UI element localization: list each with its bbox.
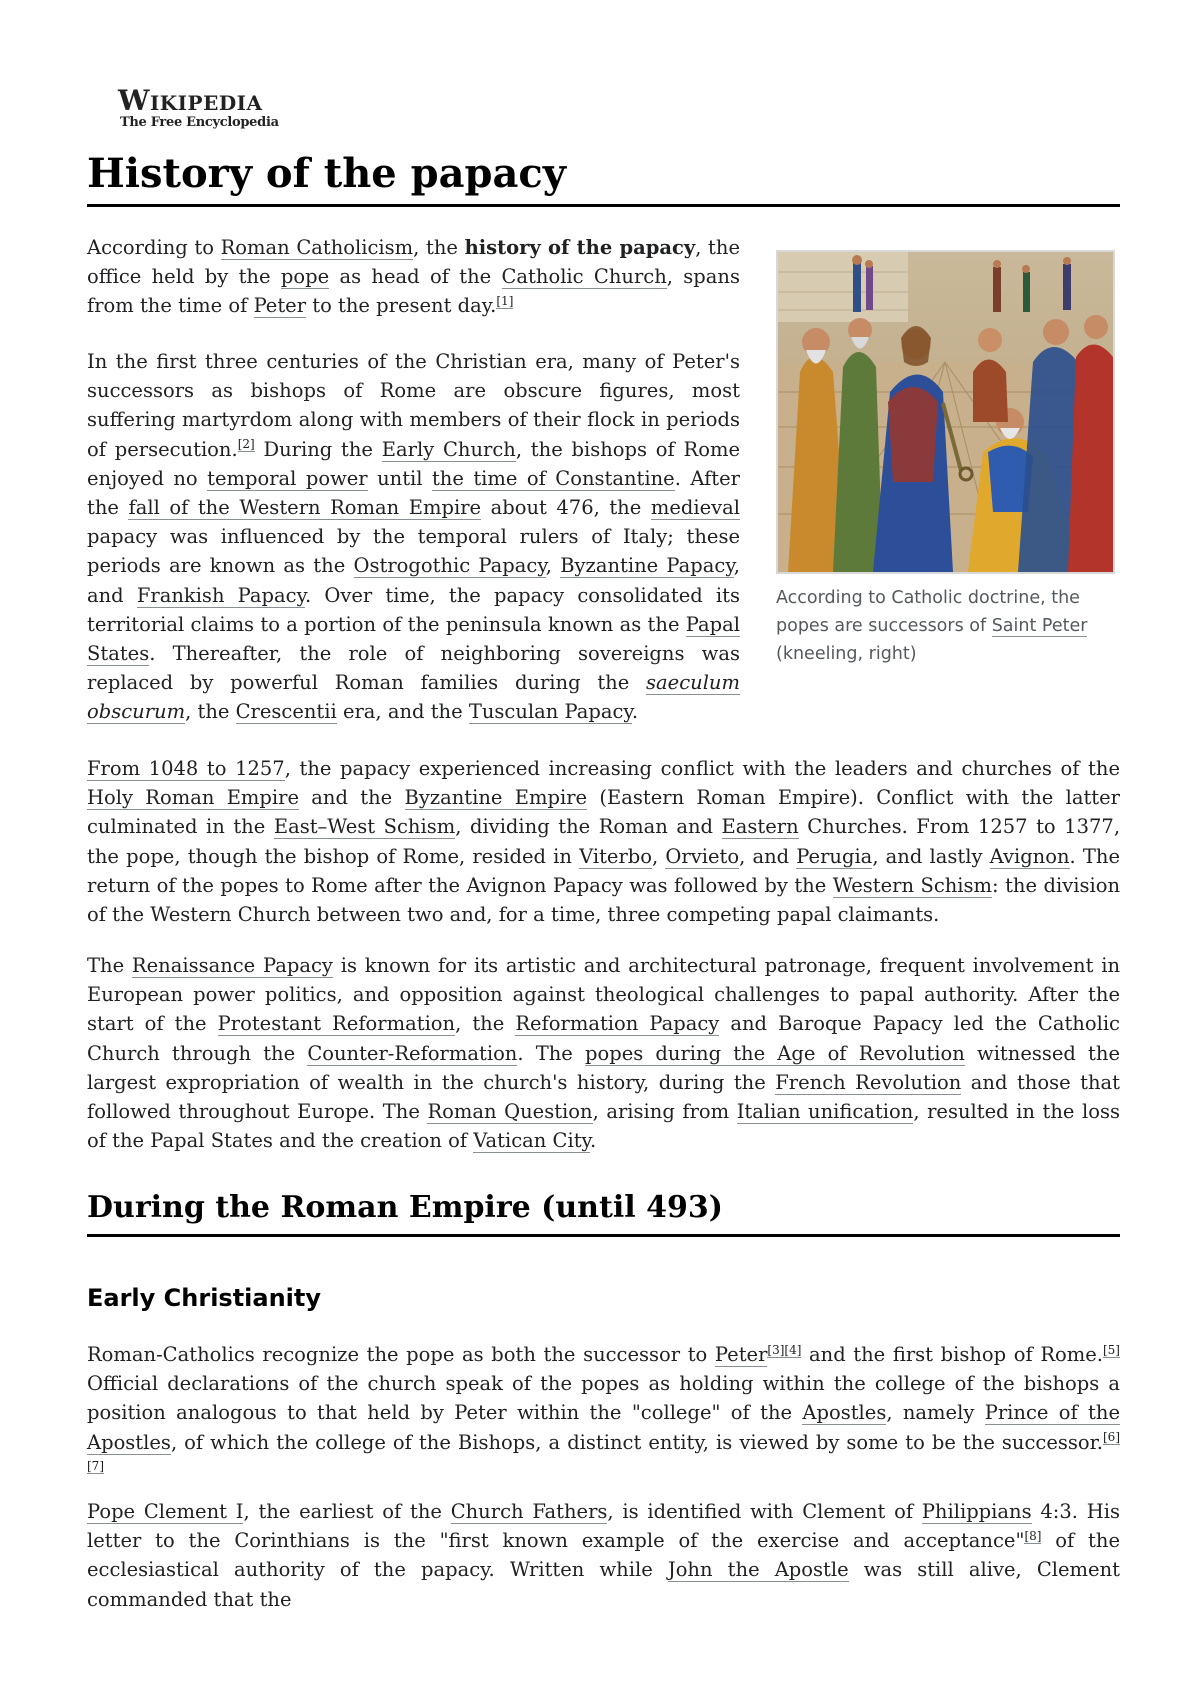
citation-7[interactable]: [7] bbox=[87, 1459, 104, 1474]
page-title: History of the papacy bbox=[87, 150, 567, 197]
pope-link[interactable]: pope bbox=[280, 265, 330, 289]
logo-tagline: The Free Encyclopedia bbox=[120, 115, 279, 130]
thumbnail-figure bbox=[776, 250, 1115, 668]
apostles-link[interactable]: Apostles bbox=[802, 1401, 887, 1425]
intro-paragraph-3: From 1048 to 1257, the papacy experienced increasing conflict with the leaders and churches of the Holy Roman Empire and the Byzantine Empire (Eastern Roman Empire). Conflict with the latter culminated in the East–West Schism, dividing the Roman and Eastern Churches. From 1257 to 1377, the pope, though the bishop of Rome, resided in Viterbo, Orvieto, and Perugia, and lastly Avignon. The return of the popes to Rome after the Avignon Papacy was followed by the Western Schism: the division of the Western Church between two and, for a time, three competing papal claimants. bbox=[87, 757, 1121, 927]
temporal-power-link[interactable]: temporal power bbox=[207, 466, 368, 490]
citation-8[interactable]: [8] bbox=[1024, 1528, 1042, 1543]
italian-unification-link[interactable]: Italian unification bbox=[736, 1100, 914, 1124]
bold-term: history of the papacy bbox=[464, 236, 696, 259]
intro-paragraph-2: In the first three centuries of the Christian era, many of Peter's successors as bishops of Rome are obscure figures, most suffering martyrdom along with members of their flock in periods of persecution.[2] During the Early Church, the bishops of Rome enjoyed no temporal power until the time of Constantine. After the fall of the Western Roman Empire about 476, the medieval papacy was influenced by the temporal rulers of Italy; these periods are known as the Ostrogothic Papacy, Byzantine Papacy, and Frankish Papacy. Over time, the papacy consolidated its territorial claims to a portion of the peninsula known as the Papal States. Thereafter, the role of neighboring sovereigns was replaced by powerful Roman families during the saeculum obscurum, the Crescentii era, and the Tusculan Papacy. bbox=[87, 350, 741, 724]
renaissance-papacy-link[interactable]: Renaissance Papacy bbox=[131, 954, 333, 977]
section-heading-roman-empire: During the Roman Empire (until 493) bbox=[87, 1190, 723, 1225]
pope-clement-i-link[interactable]: Pope Clement I bbox=[87, 1500, 244, 1523]
east-west-schism-link[interactable]: East–West Schism bbox=[273, 815, 456, 839]
french-revolution-link[interactable]: French Revolution bbox=[775, 1070, 962, 1094]
early-christianity-paragraph-2: Pope Clement I, the earliest of the Church Fathers, is identified with Clement of Philippians 4:3. His letter to the Corinthians is the "first known example of the exercise and acceptance"[8] of the ecclesiastical authority of the papacy. Written while John the Apostle was still alive, Clement commanded that the bbox=[87, 1500, 1120, 1611]
subsection-heading-early-christianity: Early Christianity bbox=[87, 1284, 322, 1312]
medieval-link[interactable]: medieval bbox=[650, 496, 740, 520]
perugia-link[interactable]: Perugia bbox=[796, 844, 873, 868]
intro-paragraph-1: According to Roman Catholicism, the history of the papacy, the office held by the pope as head of the Catholic Church, spans from the time of Peter to the present day.[1] bbox=[87, 236, 740, 318]
age-of-revolution-link[interactable]: popes during the Age of Revolution bbox=[585, 1041, 965, 1065]
citation-3[interactable]: [3] bbox=[767, 1342, 785, 1357]
frankish-papacy-link[interactable]: Frankish Papacy bbox=[136, 583, 305, 607]
byzantine-empire-link[interactable]: Byzantine Empire bbox=[404, 786, 588, 810]
orvieto-link[interactable]: Orvieto bbox=[665, 844, 740, 868]
john-the-apostle-link[interactable]: John the Apostle bbox=[667, 1558, 849, 1582]
counter-reformation-link[interactable]: Counter-Reformation bbox=[307, 1041, 518, 1065]
western-schism-link[interactable]: Western Schism bbox=[832, 873, 993, 897]
caption-text: According to Catholic doctrine, the popes are successors of bbox=[776, 588, 1080, 636]
avignon-link[interactable]: Avignon bbox=[989, 844, 1070, 868]
roman-question-link[interactable]: Roman Question bbox=[427, 1100, 593, 1124]
citation-4[interactable]: [4] bbox=[784, 1342, 802, 1357]
vatican-city-link[interactable]: Vatican City bbox=[473, 1129, 590, 1153]
ostrogothic-papacy-link[interactable]: Ostrogothic Papacy bbox=[353, 554, 546, 578]
viterbo-link[interactable]: Viterbo bbox=[579, 844, 653, 868]
citation-2[interactable]: [2] bbox=[237, 437, 255, 452]
church-fathers-link[interactable]: Church Fathers bbox=[450, 1500, 608, 1523]
from-1048-to-1257-link[interactable]: From 1048 to 1257 bbox=[87, 757, 285, 780]
byzantine-papacy-link[interactable]: Byzantine Papacy bbox=[560, 554, 734, 578]
citation-6[interactable]: [6] bbox=[1103, 1430, 1120, 1445]
logo-wordmark: Wikipedia bbox=[118, 84, 263, 117]
saeculum-obscurum-link[interactable]: saeculum obscurum bbox=[87, 671, 740, 724]
tusculan-papacy-link[interactable]: Tusculan Papacy bbox=[468, 700, 632, 724]
wikipedia-logo[interactable] bbox=[118, 86, 279, 130]
citation-1[interactable]: [1] bbox=[496, 293, 514, 308]
reformation-papacy-link[interactable]: Reformation Papacy bbox=[515, 1012, 720, 1036]
holy-roman-empire-link[interactable]: Holy Roman Empire bbox=[87, 786, 299, 810]
intro-paragraph-4: The Renaissance Papacy is known for its artistic and architectural patronage, frequent involvement in European power politics, and opposition against theological challenges to papal authority. After the start of the Protestant Reformation, the Reformation Papacy and Baroque Papacy led the Catholic Church through the Counter-Reformation. The popes during the Age of Revolution witnessed the largest expropriation of wealth in the church's history, during the French Revolution and those that followed throughout Europe. The Roman Question, arising from Italian unification, resulted in the loss of the Papal States and the creation of Vatican City. bbox=[87, 954, 1121, 1153]
peter-link[interactable]: Peter bbox=[253, 294, 307, 318]
prince-of-the-apostles-link[interactable]: Prince of the Apostles bbox=[87, 1401, 1120, 1454]
saint-peter-link[interactable]: Saint Peter bbox=[991, 616, 1088, 636]
delivery-of-keys-painting[interactable] bbox=[776, 250, 1115, 574]
papal-states-link[interactable]: Papal States bbox=[87, 612, 740, 666]
protestant-reformation-link[interactable]: Protestant Reformation bbox=[217, 1012, 456, 1036]
early-church-link[interactable]: Early Church bbox=[381, 437, 516, 461]
roman-catholicism-link[interactable]: Roman Catholicism bbox=[220, 236, 414, 259]
constantine-link[interactable]: the time of Constantine bbox=[431, 466, 675, 490]
fall-western-roman-empire-link[interactable]: fall of the Western Roman Empire bbox=[128, 496, 482, 520]
philippians-link[interactable]: Philippians bbox=[921, 1500, 1032, 1523]
crescentii-link[interactable]: Crescentii bbox=[235, 700, 337, 724]
title-divider bbox=[87, 204, 1120, 207]
caption-text: (kneeling, right) bbox=[776, 644, 917, 664]
catholic-church-link[interactable]: Catholic Church bbox=[501, 265, 667, 289]
section-divider bbox=[87, 1234, 1120, 1237]
eastern-link[interactable]: Eastern bbox=[721, 815, 799, 839]
figure-caption bbox=[776, 584, 1115, 668]
citation-5[interactable]: [5] bbox=[1102, 1342, 1120, 1357]
early-christianity-paragraph-1: Roman-Catholics recognize the pope as both the successor to Peter[3][4] and the first bishop of Rome.[5] Official declarations of the church speak of the popes as holding within the college of the bishops a position analogous to that held by Peter within the "college" of the Apostles, namely Prince of the Apostles, of which the college of the Bishops, a distinct entity, is viewed by some to be the successor.[6][7] bbox=[87, 1342, 1120, 1474]
peter-link[interactable]: Peter bbox=[714, 1343, 768, 1366]
